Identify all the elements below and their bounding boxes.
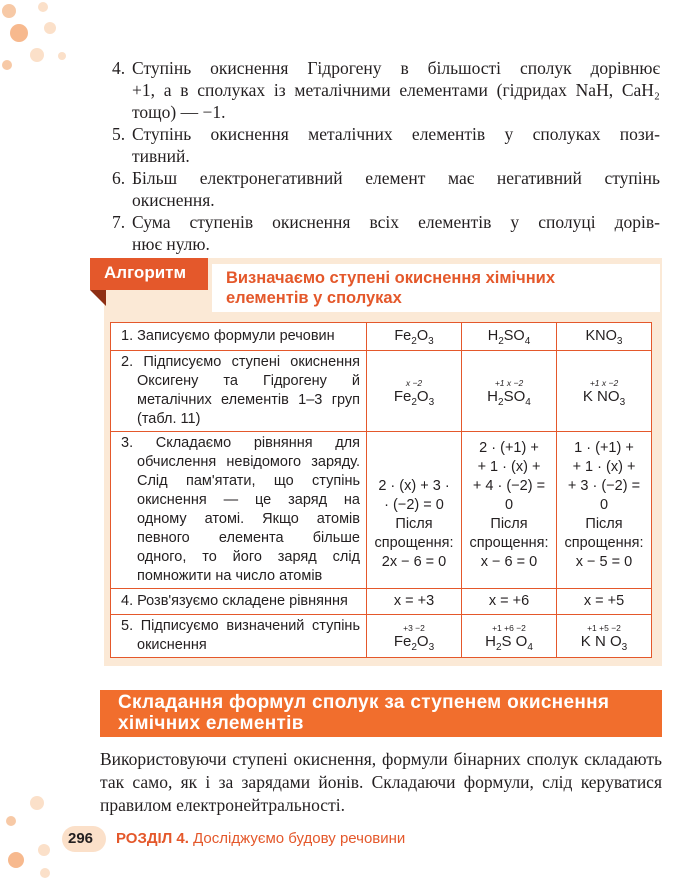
rule-text-cont: тивний.	[132, 146, 190, 166]
oxidation-states: +1 +5 −2	[587, 622, 621, 633]
rule-item	[100, 211, 660, 255]
oxidation-cell: +1 x −2 $H_2SO_4$	[462, 351, 557, 432]
chapter-title: Досліджуємо будову речовини	[193, 830, 406, 847]
rule-text: Сума ступенів окиснення всіх елементів у сполуці дорів-	[132, 212, 660, 232]
rule-number: 6.	[112, 168, 126, 188]
oxidation-cell: +1 +6 −2 $H_2S$ $O_4$	[462, 615, 557, 658]
step-cell: 3. Складаємо рівняння для обчислення невідомого заряду. Слід пам'ятати, що ступінь окиснення — це заряд на одному атомі. Якщо атомів певного елемента більше одного, то його заряд слід помножити на число атомів	[111, 432, 367, 589]
body-paragraph: Використовуючи ступені окиснення, формули бінарних сполук складають так само, як і за зарядами йонів. Складаючи формули, слід керуватися правилом електронейтральності.	[100, 749, 662, 815]
algorithm-tab: Алгоритм	[90, 258, 208, 290]
rule-item	[100, 167, 660, 211]
rule-text: Ступінь окиснення металічних елементів у сполуках пози-	[132, 124, 660, 144]
chapter-footer	[116, 830, 405, 847]
section-heading: Складання формул сполук за ступенем окиснення хімічних елементів	[100, 690, 662, 737]
decorative-dots-top	[0, 0, 90, 100]
oxidation-states: +1 x −2	[589, 377, 619, 388]
algorithm-table	[110, 322, 652, 658]
step-cell: 5. Підписуємо визначений ступінь окиснення	[111, 615, 367, 658]
oxidation-cell: +3 −2 $Fe_2O_3$	[367, 615, 462, 658]
rule-item	[100, 57, 660, 123]
rule-text: Ступінь окиснення Гідрогену в більшості сполук дорівнює	[132, 58, 660, 78]
table-row	[111, 615, 652, 658]
rule-text-cont: окиснення.	[132, 190, 215, 210]
oxidation-cell: +1 +5 −2 K N $O_3$	[557, 615, 652, 658]
rule-text-cont: нює нулю.	[132, 234, 210, 254]
rule-item	[100, 123, 660, 167]
oxidation-states: x −2	[405, 377, 423, 388]
equation-cell: 1 · (+1) + + 1 · (x) + + 3 · (−2) = 0 Після спрощення: x − 5 = 0	[557, 432, 652, 589]
formula-cell: $Fe_2O_3$	[367, 323, 462, 351]
oxidation-states: +3 −2	[403, 622, 425, 633]
oxidation-cell: x −2 $Fe_2O_3$	[367, 351, 462, 432]
rule-number: 4.	[112, 58, 126, 78]
equation-cell: 2 · (+1) + + 1 · (x) + + 4 · (−2) = 0 Після спрощення: x − 6 = 0	[462, 432, 557, 589]
oxidation-states: +1 +6 −2	[492, 622, 526, 633]
table-row	[111, 351, 652, 432]
oxidation-cell: +1 x −2 K $NO_3$	[557, 351, 652, 432]
table-row	[111, 589, 652, 615]
rules-list	[100, 57, 660, 255]
result-cell: x = +6	[462, 589, 557, 615]
oxidation-states: +1 x −2	[494, 377, 524, 388]
result-cell: x = +3	[367, 589, 462, 615]
result-cell: x = +5	[557, 589, 652, 615]
rule-text: Більш електронегативний елемент має негативний ступінь	[132, 168, 660, 188]
chapter-label: РОЗДІЛ 4.	[116, 830, 189, 847]
page-number: 296	[68, 830, 94, 847]
step-cell: 1. Записуємо формули речовин	[111, 323, 367, 351]
rule-text-cont: +1, а в сполуках із металічними елементами (гідридах NaH, CaH₂ тощо) — −1.	[132, 80, 660, 122]
algorithm-title-line: Визначаємо ступені окиснення хімічних	[226, 269, 555, 287]
algorithm-title-line: елементів у сполуках	[226, 289, 402, 307]
algorithm-title	[212, 264, 660, 312]
equation-cell: 2 · (x) + 3 · · (−2) = 0 Після спрощення: 2x − 6 = 0	[367, 432, 462, 589]
formula-cell: $KNO_3$	[557, 323, 652, 351]
algorithm-tab-fold	[90, 290, 106, 306]
rule-number: 5.	[112, 124, 126, 144]
rule-number: 7.	[112, 212, 126, 232]
step-cell: 2. Підписуємо ступені окиснення Оксигену та Гідрогену й металічних елементів 1–3 груп (табл. 11)	[111, 351, 367, 432]
step-cell: 4. Розв'язуємо складене рівняння	[111, 589, 367, 615]
table-row	[111, 432, 652, 589]
formula-cell: $H_2SO_4$	[462, 323, 557, 351]
table-row	[111, 323, 652, 351]
